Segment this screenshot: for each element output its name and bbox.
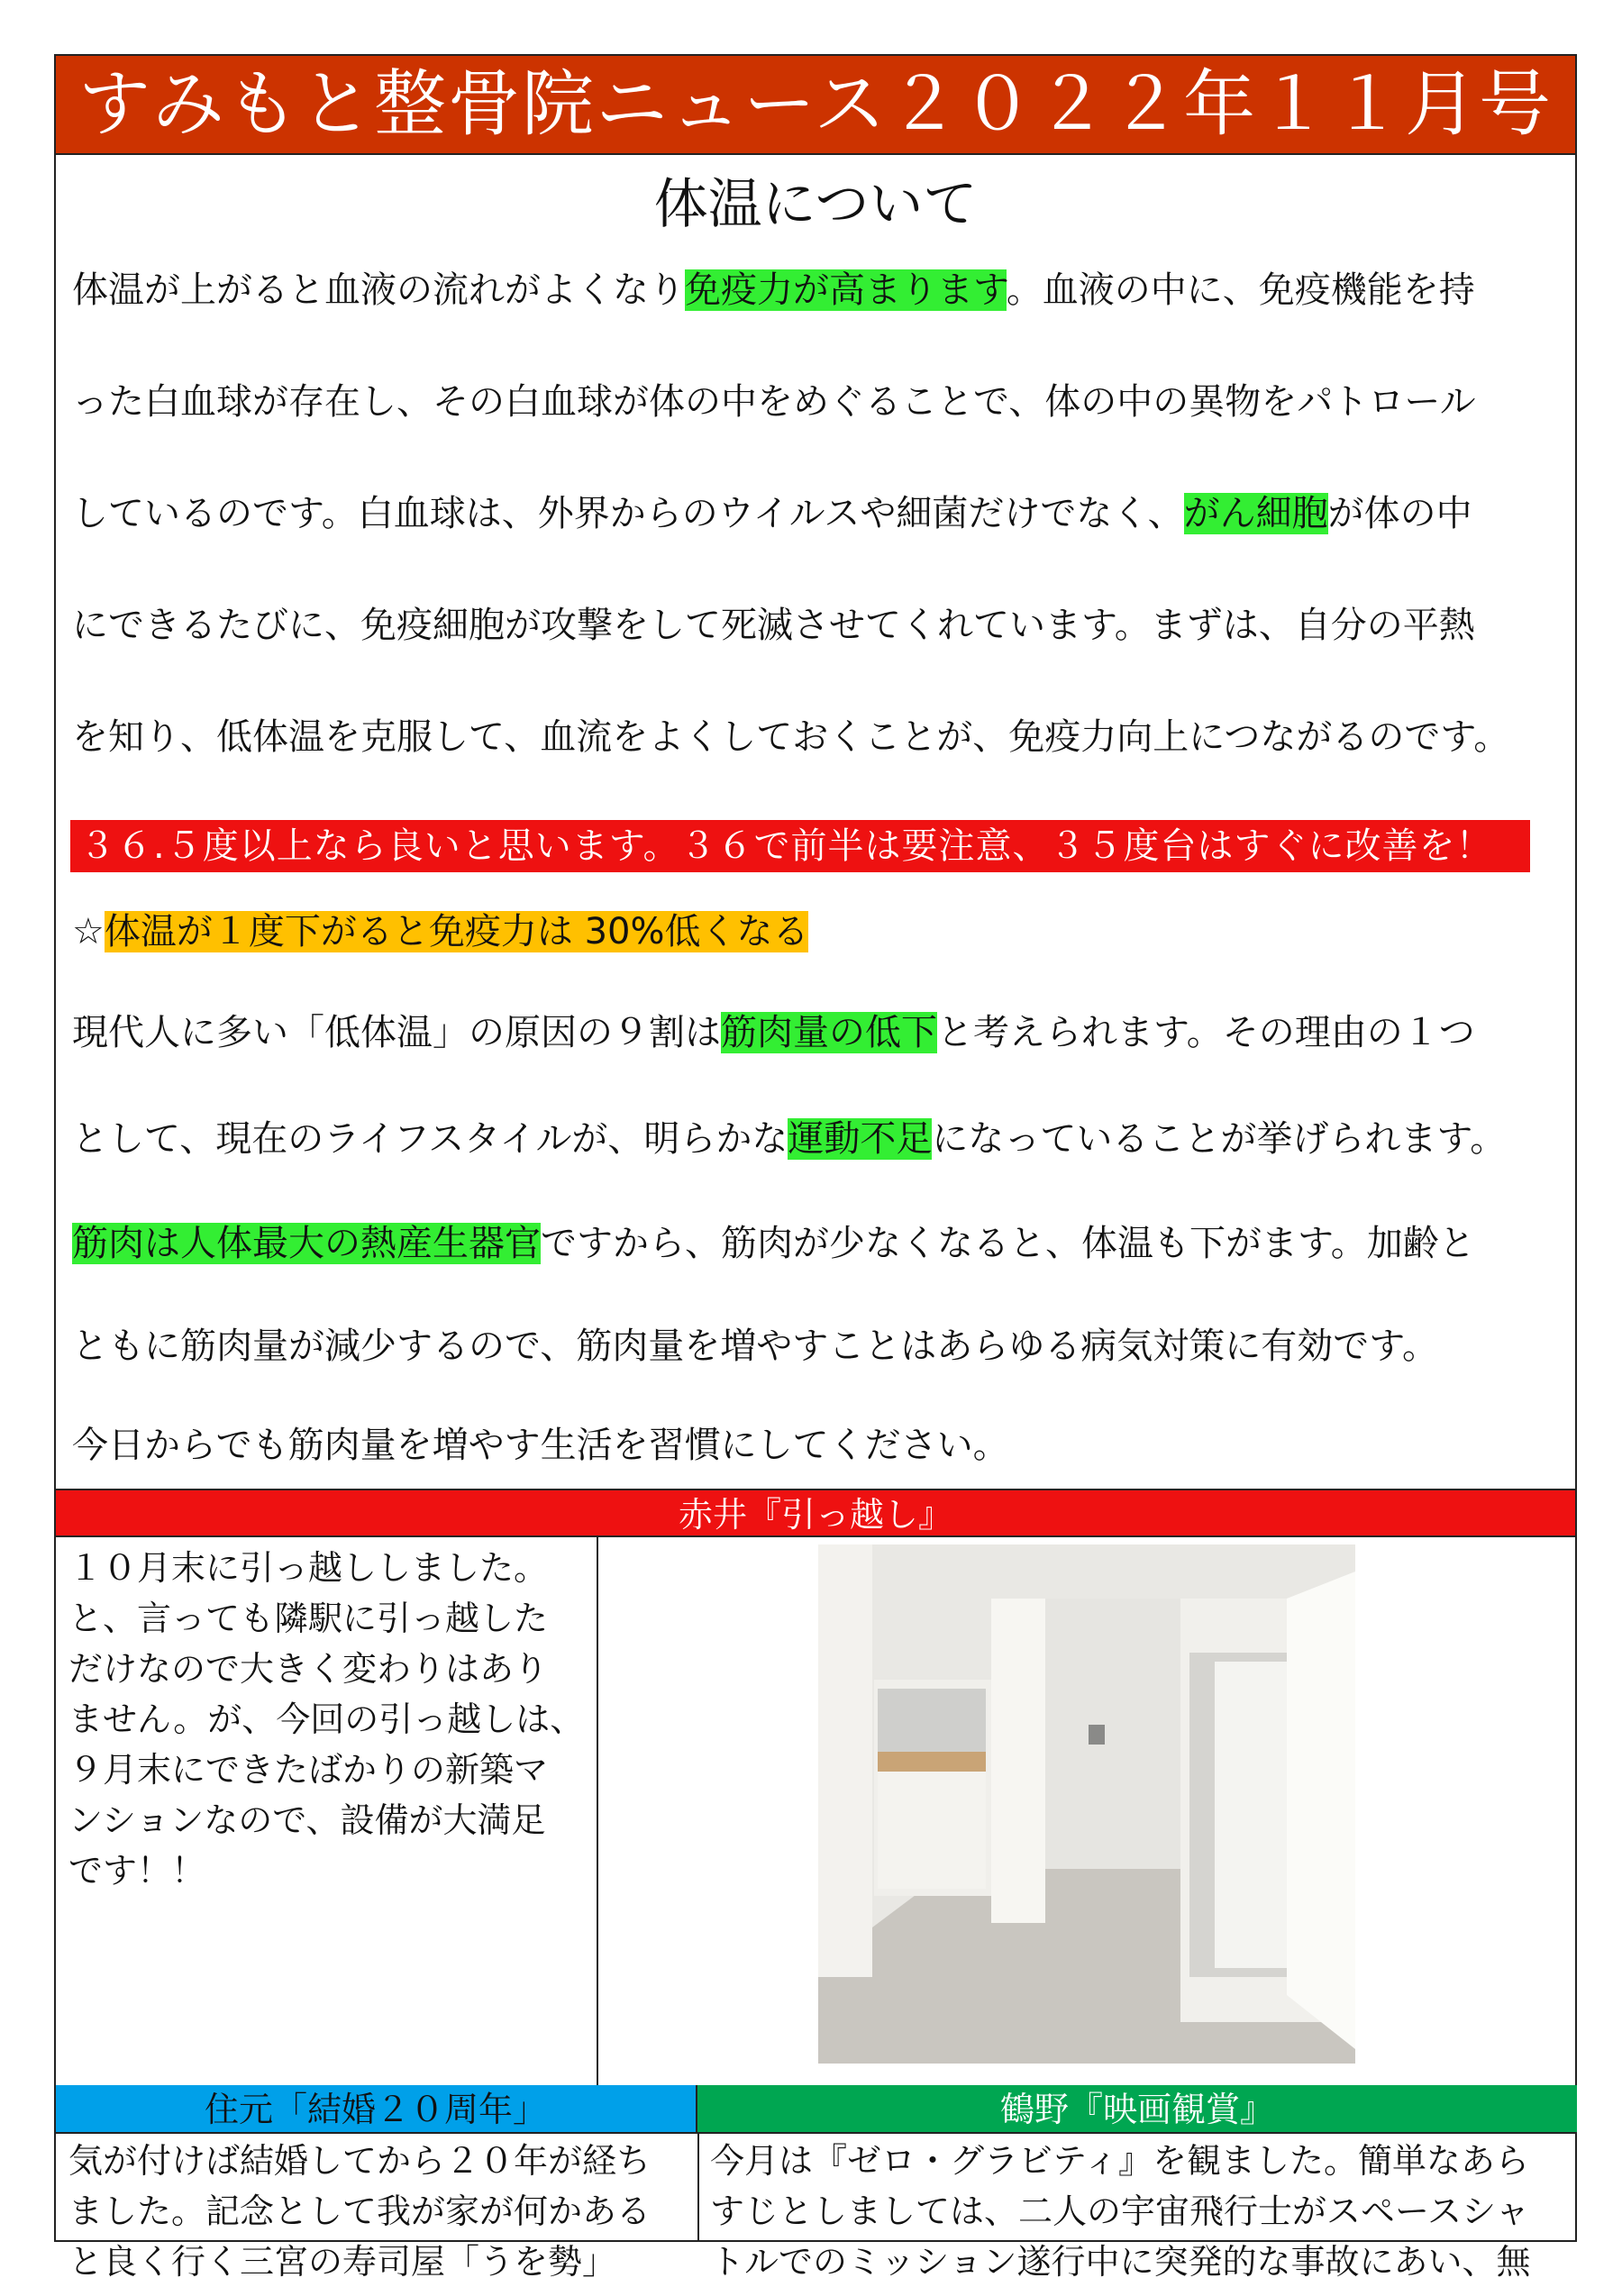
text-line: と、言っても隣駅に引っ越した — [68, 1599, 549, 1638]
star-line — [72, 903, 1559, 954]
text-span: が体の中 — [1327, 493, 1472, 534]
text-line: ９月末にできたばかりの新築マ — [68, 1750, 549, 1790]
text-span: しているのです。白血球は、外界からのウイルスや細菌だけでなく、 — [72, 493, 1184, 534]
akai-section-title: 赤井『引っ越し』 — [56, 1489, 1575, 1537]
text-span: 今日からでも筋肉量を増やす生活を習慣にしてください。 — [72, 1425, 1009, 1466]
text-line: すじとしましては、二人の宇宙飛行士がスペースシャ — [710, 2191, 1530, 2231]
text-line: トルでのミッション遂行中に突発的な事故にあい、無 — [710, 2242, 1531, 2282]
body-line — [72, 1110, 1559, 1162]
highlight-green: 運動不足 — [788, 1118, 933, 1160]
text-span: と考えられます。その理由の１つ — [937, 1012, 1475, 1053]
section-heading: 体温について — [653, 173, 978, 236]
body-line — [72, 708, 1559, 760]
highlight-green: 筋肉量の低下 — [721, 1012, 937, 1053]
text-line: と良く行く三宮の寿司屋「うを勢」 — [68, 2242, 617, 2282]
highlight-orange: 体温が１度下がると免疫力は 30%低くなる — [104, 911, 809, 952]
column-divider — [697, 2134, 699, 2242]
body-line — [72, 1417, 1559, 1468]
text-span: 現代人に多い「低体温」の原因の９割は — [72, 1012, 721, 1053]
body-line — [72, 1317, 1559, 1369]
sumimoto-section-title: 住元「結婚２０周年」 — [56, 2085, 697, 2134]
highlight-green: 筋肉は人体最大の熱産生器官 — [72, 1223, 541, 1264]
body-line — [72, 597, 1559, 648]
room-illustration — [818, 1544, 1355, 2064]
text-line: です！！ — [68, 1851, 206, 1891]
text-line: 今月は『ゼロ・グラビティ』を観ました。簡単なあら — [710, 2141, 1529, 2181]
sumimoto-text — [68, 2136, 651, 2287]
text-span: ですから、筋肉が少なくなると、体温も下がます。加齢と — [541, 1223, 1475, 1264]
text-span: になっていることが挙げられます。 — [932, 1118, 1507, 1160]
text-line: ました。記念として我が家が何かある — [68, 2191, 652, 2231]
text-line: 気が付けば結婚してから２０年が経ち — [68, 2141, 652, 2181]
akai-text — [68, 1543, 584, 1896]
tsuruno-section-title: 鶴野『映画観賞』 — [697, 2085, 1577, 2134]
body-line — [72, 261, 1559, 313]
text-line: １０月末に引っ越ししました。 — [68, 1548, 549, 1588]
text-span: として、現在のライフスタイルが、明らかな — [72, 1118, 788, 1160]
newsletter-title: すみもと整骨院ニュース２０２２年１１月号 — [56, 56, 1575, 155]
highlight-green: 免疫力が高まります — [685, 269, 1007, 311]
text-span: った白血球が存在し、その白血球が体の中をめぐることで、体の中の異物をパトロール — [72, 381, 1476, 423]
text-span: 体温が上がると血液の流れがよくなり — [72, 269, 685, 311]
text-span: 。血液の中に、免疫機能を持 — [1006, 269, 1475, 311]
body-line — [72, 485, 1559, 536]
column-divider — [597, 1535, 598, 2085]
newsletter-sheet — [54, 54, 1577, 2282]
text-line: ンションなので、設備が大満足 — [68, 1800, 546, 1840]
text-span: ともに筋肉量が減少するので、筋肉量を増やすことはあらゆる病気対策に有効です。 — [72, 1326, 1438, 1367]
text-line: ません。が、今回の引っ越しは、 — [68, 1699, 585, 1739]
highlight-green: がん細胞 — [1183, 493, 1328, 534]
text-line: だけなので大きく変わりはあり — [68, 1649, 549, 1689]
apartment-photo — [818, 1544, 1355, 2064]
body-line — [72, 1215, 1559, 1266]
tsuruno-text — [710, 2136, 1530, 2287]
text-span: を知り、低体温を克服して、血流をよくしておくことが、免疫力向上につながるのです。 — [72, 716, 1510, 758]
star-icon: ☆ — [72, 911, 105, 952]
body-line — [72, 373, 1559, 424]
warning-banner: ３６.５度以上なら良いと思います。３６で前半は要注意、３５度台はすぐに改善を！ — [70, 820, 1530, 872]
text-span: にできるたびに、免疫細胞が攻撃をして死滅させてくれています。まずは、自分の平熱 — [72, 605, 1475, 646]
body-line — [72, 1004, 1559, 1055]
